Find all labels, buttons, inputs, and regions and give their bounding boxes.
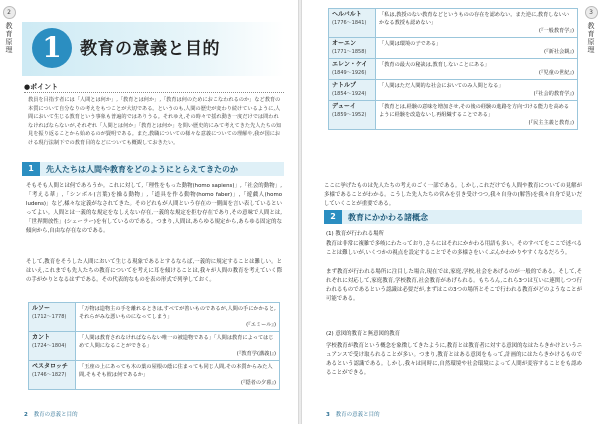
page-footer xyxy=(24,410,78,418)
side-tab xyxy=(585,6,597,54)
thinker-cell xyxy=(29,361,76,390)
quote-table xyxy=(28,302,280,390)
quote-text: 「私は,教授のない教育などというものの存在を認めない。また逆に,教育しないいかなる教授も認めない」 xyxy=(379,12,570,26)
paragraph: 教育は非常に複雑で多岐にわたっており,さらにはそれにかかわる用語も多い。そのすべてをここで述べることは難しいが,いくつかの視点を設定することでその多様さをいくぶんかわかりやすくなるだろう。 xyxy=(326,241,582,256)
section-heading xyxy=(22,162,284,176)
table-row xyxy=(329,101,578,130)
section-number: 2 xyxy=(324,210,342,224)
section-title: 先人たちは人間や教育をどのようにとらえてきたのか xyxy=(46,165,238,174)
thinker-cell xyxy=(29,332,76,361)
paragraph: 学校教育が教育という概念を象徴してきたように,教育とは教育者に対する意図的なはたらきかけというニュアンスで受け取られることが多い。つまり,教育とはある意図をもって,計画的にはたらきかけるものであるという認識である。しかし,我々は同時に,自然環境や社会環境によって人間が変容することをも認めることができる。 xyxy=(326,343,582,376)
thinker-name: ナトルプ xyxy=(332,82,357,89)
quote-source: (『一般教育学』) xyxy=(538,28,574,34)
quote-text: 「人間はただ人間的な社会においてのみ人間となる」 xyxy=(379,83,504,89)
quote-text: 「教育の最大の秘訣は,教育しないことにある」 xyxy=(379,62,490,68)
table-row xyxy=(329,9,578,38)
quote-source: (『エミール』) xyxy=(246,322,276,328)
table-row xyxy=(29,303,280,332)
quote-text: 「玉座の上にあっても木の葉の屋根の蔭に住まっても同じ人間,その本質からみた人間,そもそも彼は何であるか」 xyxy=(79,364,273,378)
quote-text: 「万物は造物主の手を離れるときは,すべてが善いものであるが,人間の手にかかると,それらがみな悪いものになってしまう」 xyxy=(79,306,276,320)
section-title: 教育にかかわる諸概念 xyxy=(348,213,428,222)
thinker-years: (1724〜1804) xyxy=(32,343,67,349)
quote-source: (『民主主義と教育』) xyxy=(528,120,574,126)
thinker-name: エレン・ケイ xyxy=(332,61,368,68)
quote-cell xyxy=(376,101,578,130)
paragraph: そもそも人間とは何であろうか。これに対して,「理性をもった動物(homo sapiens)」,「社会的動物」,「考える葦」,「シンボル(言葉)を操る動物」,「道具を作る動物(homo faber)」,「遊戯人(homo ludens)」など,様々な定義がなされてきた。そのどれもが人間という存在の一側面を言い表しているといってよい。人間とは一義的な規定をなしえない存在,一義的な規定を拒む存在であり,その意味で人間とは,「世界開放性」(シェーラー)を有しているのである。つまり,人間は,あらゆる規定から,あらゆる固定的な傾向から,自由な存在なのである。 xyxy=(26,183,282,234)
point-summary: 教員を目指す者には「人間とは何か」,「教育とは何か」,「教育は何のためにおこなわれるのか」など教育の本質について自分なりの考えをもつことが大切である。というのも,人間の歴史が変わり続けているように,人間において生じる教育という事象も普遍的ではありうる。それゆえ,その時々で揺れ動き一度だけでは問われなければならないが,それぞれ「人間とは何か」「教育とは何か」を問い歴史的にみて考えてきた先人たちの知見を振り返ることから始めるのが賢明である。また,教職についての様々な意義についての理解や,我が国における現行法制下での教育目的などについても概観しておきたい。 xyxy=(28,97,282,146)
quote-source: (『教育学(講義)』) xyxy=(236,351,276,357)
side-tab xyxy=(3,6,15,54)
quote-text: 「人間は教育されなければならない唯一の被造物である」「人間は教育によってはじめて人間になることができる」 xyxy=(79,335,274,349)
chapter-title: 教育の意義と目的 xyxy=(80,39,220,59)
subheading: (1) 教育が行われる場所 xyxy=(326,231,384,237)
table-row xyxy=(29,332,280,361)
quote-source: (『隠者の夕暮』) xyxy=(240,380,276,386)
thinker-years: (1746〜1827) xyxy=(32,372,67,378)
chapter-header xyxy=(22,22,284,76)
thinker-name: カント xyxy=(32,334,51,341)
quote-source: (『社会的教育学』) xyxy=(533,91,574,97)
thinker-name: デューイ xyxy=(332,103,356,110)
thinker-years: (1776〜1841) xyxy=(332,20,367,26)
quote-cell xyxy=(376,38,578,59)
divider xyxy=(24,92,284,93)
thinker-years: (1859〜1952) xyxy=(332,112,367,118)
quote-cell xyxy=(76,303,280,332)
side-tab-number: 3 xyxy=(585,6,598,19)
running-title: 教育の意義と目的 xyxy=(33,412,78,418)
quote-text: 「人間は環境の子である」 xyxy=(379,41,442,47)
chapter-number: 1 xyxy=(32,28,72,68)
thinker-name: ヘルバルト xyxy=(332,11,362,18)
side-tab-label: 教育原理 xyxy=(587,22,595,54)
left-page xyxy=(0,0,298,424)
thinker-name: ルソー xyxy=(32,305,51,312)
subheading: (2) 意図的教育と無意図的教育 xyxy=(326,331,401,337)
section-number: 1 xyxy=(22,162,40,176)
quote-cell xyxy=(376,59,578,80)
thinker-cell xyxy=(329,80,376,101)
quote-cell xyxy=(76,332,280,361)
quote-source: (『児童の世紀』) xyxy=(538,70,574,76)
quote-cell xyxy=(76,361,280,390)
side-tab-number: 2 xyxy=(3,6,16,19)
quote-cell xyxy=(376,9,578,38)
running-title: 教育の意義と目的 xyxy=(335,412,380,418)
paragraph: ここに挙げたものは先人たちの考えのごく一部である。しかし,これだけでも人間や教育についての見解が多様であることがわかる。こうした先人たちの営みを引き受けつつ,我々自身の(解答)を我々自身で見いだしていくことが重要である。 xyxy=(324,183,582,207)
page-number: 3 xyxy=(326,412,330,418)
table-row xyxy=(329,38,578,59)
paragraph: まず教育が行われる場所に注目した場合,現在では,家庭,学校,社会をあげるのが一般的である。そして,それぞれに対応して,家庭教育,学校教育,社会教育があげられる。もちろん,これら3つは互いに連関しつつ行われるものであるという認識は必要だが,まずはこの3つの場所とそこで行われる教育がどのようなことが可能である。 xyxy=(326,269,582,302)
quote-cell xyxy=(376,80,578,101)
thinker-cell xyxy=(329,59,376,80)
thinker-years: (1771〜1858) xyxy=(332,49,367,55)
point-heading: ●ポイント xyxy=(24,83,59,91)
thinker-years: (1854〜1924) xyxy=(332,91,367,97)
thinker-name: ペスタロッチ xyxy=(32,363,68,370)
paragraph: そして,教育をそうした人間において生じる現象であるとするならば,一義的に規定することは難しい。とはいえ,これまでも先人たちの教育についてを考えに耳を傾けることは,我々が人間の教育を考えていく際の手がかりとなるはずである。その代表的なものを表の形式で列挙しておく。 xyxy=(26,259,282,283)
thinker-cell xyxy=(329,101,376,130)
table-row xyxy=(329,80,578,101)
thinker-cell xyxy=(329,9,376,38)
section-heading xyxy=(324,210,582,224)
thinker-cell xyxy=(29,303,76,332)
page-number: 2 xyxy=(24,412,28,418)
side-tab-label: 教育原理 xyxy=(5,22,13,54)
table-row xyxy=(29,361,280,390)
thinker-cell xyxy=(329,38,376,59)
quote-table xyxy=(328,8,578,130)
thinker-years: (1849〜1926) xyxy=(332,70,367,76)
quote-text: 「教育とは,経験の意味を増加させ,その後の経験の進路を方向づける能力を高めるように経験を改造ないし再組織することである」 xyxy=(379,104,570,118)
quote-source: (『新社会観』) xyxy=(544,49,574,55)
thinker-name: オーエン xyxy=(332,40,357,47)
table-row xyxy=(329,59,578,80)
thinker-years: (1712〜1778) xyxy=(32,314,67,320)
page-footer xyxy=(326,410,380,418)
right-page xyxy=(302,0,600,424)
